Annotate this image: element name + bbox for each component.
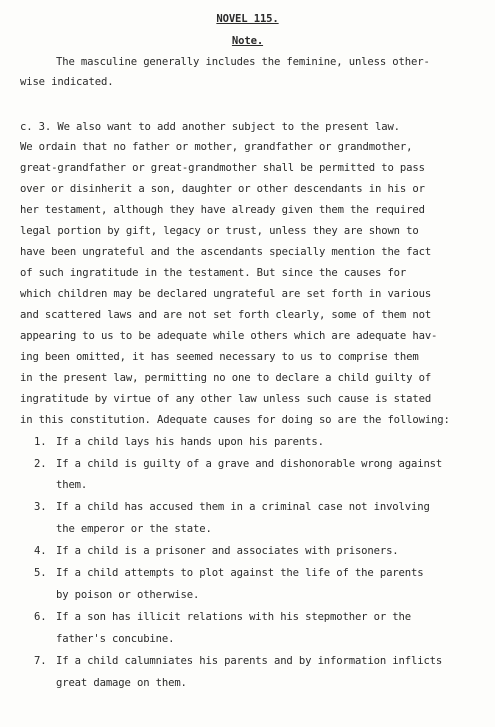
- list-item-number: 6.: [34, 611, 47, 623]
- list-item-line: If a child calumniates his parents and by information inflicts: [56, 655, 443, 667]
- list-item-line: great damage on them.: [56, 677, 187, 689]
- paragraph-line: We ordain that no father or mother, grandfather or grandmother,: [20, 141, 413, 153]
- paragraph-line: in this constitution. Adequate causes for doing so are the following:: [20, 414, 450, 426]
- list-item-line: by poison or otherwise.: [56, 589, 200, 601]
- list-item-number: 7.: [34, 655, 47, 667]
- list-item-number: 2.: [34, 458, 47, 470]
- list-item-line: If a child is a prisoner and associates with prisoners.: [56, 545, 399, 557]
- paragraph-line: ing been omitted, it has seemed necessary to us to comprise them: [20, 351, 419, 363]
- paragraph-line: legal portion by gift, legacy or trust, unless they are shown to: [20, 225, 419, 237]
- list-item-number: 1.: [34, 436, 47, 448]
- list-item-number: 5.: [34, 567, 47, 579]
- paragraph-line: of such ingratitude in the testament. But since the causes for: [20, 267, 407, 279]
- list-item-line: If a child has accused them in a criminal case not involving: [56, 501, 430, 513]
- list-item-number: 4.: [34, 545, 47, 557]
- list-item-line: them.: [56, 479, 88, 491]
- paragraph-line: great-grandfather or great-grandmother shall be permitted to pass: [20, 162, 425, 174]
- list-item-line: If a child lays his hands upon his parents.: [56, 436, 324, 448]
- note-line: wise indicated.: [20, 76, 114, 88]
- list-item-number: 3.: [34, 501, 47, 513]
- paragraph-line: in the present law, permitting no one to declare a child guilty of: [20, 372, 432, 384]
- paragraph-line: ingratitude by virtue of any other law unless such cause is stated: [20, 393, 432, 405]
- paragraph-line: c. 3. We also want to add another subject to the present law.: [20, 121, 400, 133]
- paragraph-line: and scattered laws and are not set forth clearly, some of them not: [20, 309, 432, 321]
- note-line: The masculine generally includes the feminine, unless other-: [56, 56, 430, 68]
- list-item-line: the emperor or the state.: [56, 523, 212, 535]
- paragraph-line: over or disinherit a son, daughter or other descendants in his or: [20, 183, 425, 195]
- paragraph-line: her testament, although they have already given them the required: [20, 204, 425, 216]
- paragraph-line: which children may be declared ungrateful are set forth in various: [20, 288, 432, 300]
- document-title: NOVEL 115.: [216, 13, 279, 25]
- list-item-line: If a child is guilty of a grave and dishonorable wrong against: [56, 458, 443, 470]
- paragraph-line: have been ungrateful and the ascendants specially mention the fact: [20, 246, 432, 258]
- list-item-line: If a child attempts to plot against the life of the parents: [56, 567, 424, 579]
- list-item-line: father's concubine.: [56, 633, 175, 645]
- paragraph-line: appearing to us to be adequate while others which are adequate hav-: [20, 330, 438, 342]
- note-heading: Note.: [231, 35, 264, 47]
- list-item-line: If a son has illicit relations with his stepmother or the: [56, 611, 411, 623]
